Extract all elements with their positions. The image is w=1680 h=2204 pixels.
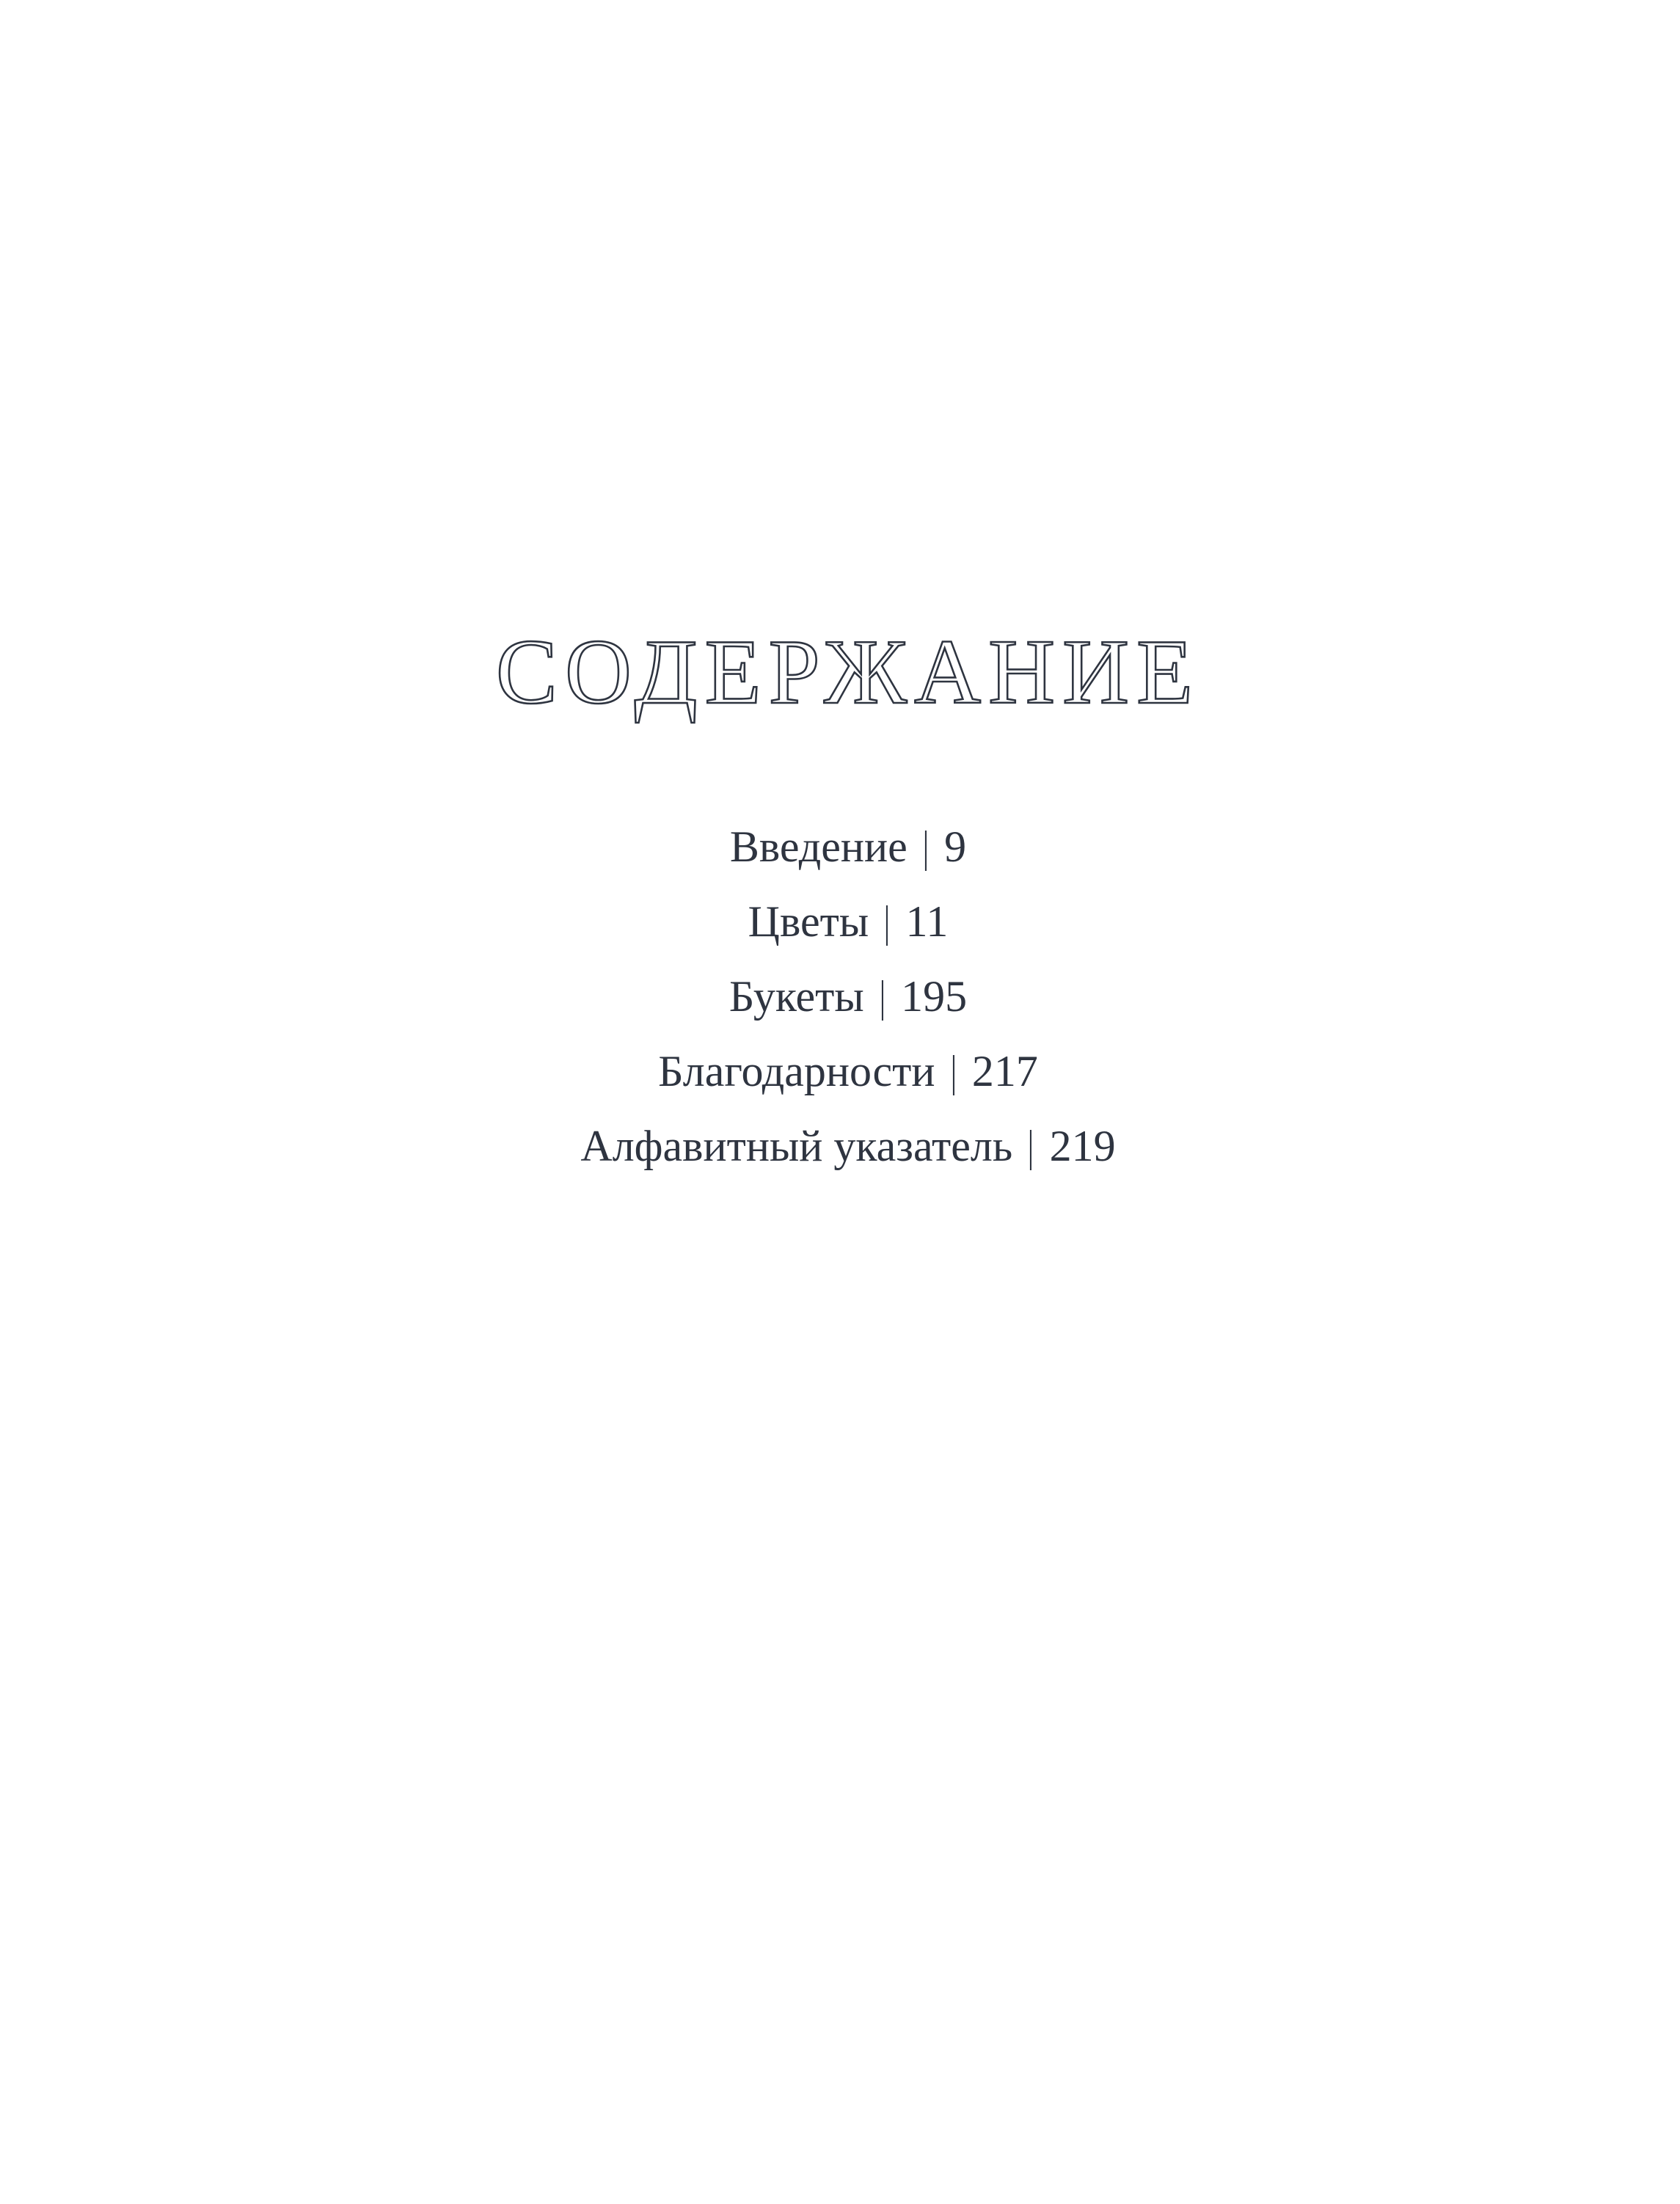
toc-entry-separator: | <box>879 972 886 1021</box>
toc-entry-label: Букеты <box>728 972 864 1021</box>
toc-entry-separator: | <box>884 897 891 946</box>
toc-entry-page-number: 219 <box>1049 1122 1116 1170</box>
toc-entry <box>580 1109 1115 1183</box>
toc-entry-label: Благодарности <box>658 1047 935 1095</box>
toc-entry-label: Цветы <box>748 897 869 946</box>
toc-entry <box>658 1034 1038 1109</box>
toc-entry-page-number: 217 <box>971 1047 1038 1095</box>
toc-entry-separator: | <box>950 1047 957 1095</box>
toc-entry-separator: | <box>922 822 930 871</box>
toc-entry-page-number: 195 <box>901 972 968 1021</box>
page-title-wrap <box>8 602 1680 748</box>
toc-entry-page-number: 9 <box>944 822 967 871</box>
toc-entry-label: Введение <box>729 822 907 871</box>
page-title: СОДЕРЖАНИЕ <box>495 621 1201 723</box>
toc-entry-separator: | <box>1028 1122 1034 1170</box>
toc-entry <box>748 884 949 959</box>
toc-entry-label: Алфавитный указатель <box>580 1122 1013 1170</box>
toc-entry <box>730 809 966 884</box>
toc-entry <box>729 959 967 1034</box>
toc-entry-page-number: 11 <box>905 897 949 946</box>
page-title-svg <box>8 602 1680 748</box>
toc-list <box>8 809 1680 1183</box>
